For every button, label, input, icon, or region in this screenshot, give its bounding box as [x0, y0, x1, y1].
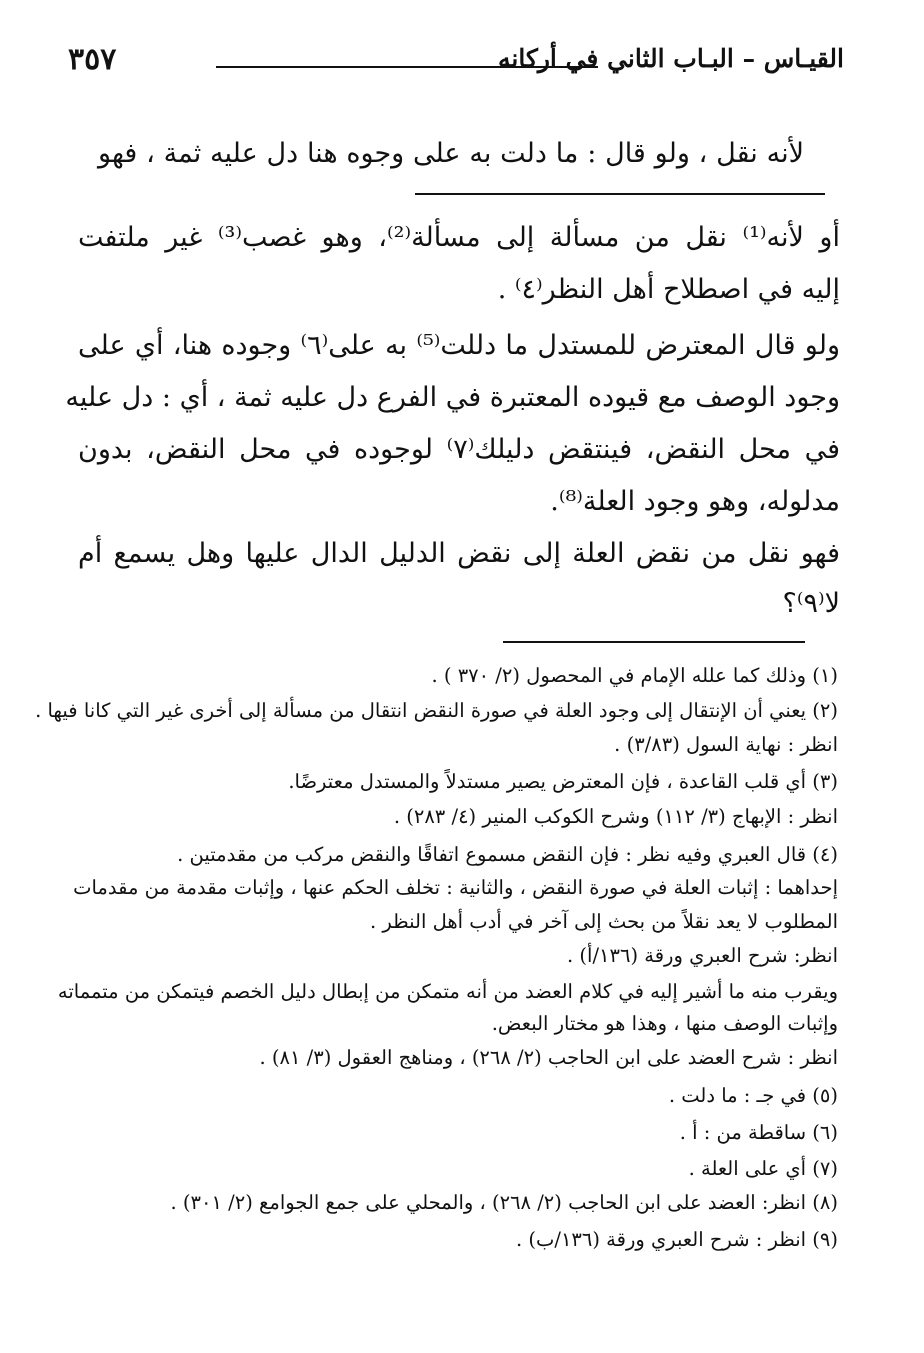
footnote-9: (٩) انظر : شرح العبري ورقة (١٣٦/ب) . — [516, 1228, 838, 1251]
footnote-5: (٥) في جـ : ما دلت . — [668, 1084, 838, 1107]
footnote-3: (٣) أي قلب القاعدة ، فإن المعترض يصير مستدلاً والمستدل معترضًا. — [288, 770, 838, 793]
footnote-separator — [503, 641, 805, 643]
footnote-6: (٦) ساقطة من : أ . — [679, 1121, 838, 1144]
footnote-8: (٨) انظر: العضد على ابن الحاجب (٢/ ٢٦٨) ، والمحلي على جمع الجوامع (٢/ ٣٠١) . — [170, 1191, 838, 1214]
footnote-7: (٧) أي على العلة . — [688, 1157, 838, 1180]
page-header — [68, 42, 844, 86]
footnote-2-ref: انظر : نهاية السول (٣/٨٣) . — [614, 733, 838, 756]
footnote-4: (٤) قال العبري وفيه نظر : فإن النقض مسموع اتفاقًا والنقض مركب من مقدمتين . — [177, 843, 838, 866]
footnote-2: (٢) يعني أن الإنتقال إلى وجود العلة في صورة النقض انتقال من مسألة إلى أخرى غير التي كانا فيها . — [35, 699, 838, 722]
running-title: القيـاس – البـاب الثاني في أركانه — [497, 44, 844, 73]
paragraph-line: أو لأنه⁽¹⁾ نقل من مسألة إلى مسألة⁽²⁾، وهو غصب⁽³⁾ غير ملتفت — [78, 222, 840, 253]
paragraph-line: إليه في اصطلاح أهل النظر⁽٤⁾ . — [497, 274, 840, 305]
separator-rule — [415, 193, 825, 195]
footnote-3-ref: انظر : الإبهاج (٣/ ١١٢) وشرح الكوكب المنير (٤/ ٢٨٣) . — [393, 805, 838, 828]
paragraph-line: فهو نقل من نقض العلة إلى نقض الدليل الدال عليها وهل يسمع أم — [78, 538, 840, 569]
footnote-4-line: إحداهما : إثبات العلة في صورة النقض ، والثانية : تخلف الحكم عنها ، وإثبات مقدمة من مقدمات — [73, 876, 838, 899]
carryover-line: لأنه نقل ، ولو قال : ما دلت به على وجوه هنا دل عليه ثمة ، فهو — [98, 138, 804, 169]
page-number: ٣٥٧ — [68, 42, 117, 77]
footnote-1: (١) وذلك كما علله الإمام في المحصول (٢/ ٣٧٠ ) . — [431, 664, 838, 687]
footnote-4-ref: انظر : شرح العضد على ابن الحاجب (٢/ ٢٦٨) ، ومناهج العقول (٣/ ٨١) . — [259, 1046, 838, 1069]
paragraph-line: لا⁽٩⁾؟ — [782, 588, 840, 619]
footnote-4-line: وإثبات الوصف منها ، وهذا هو مختار البعض. — [491, 1012, 838, 1035]
footnote-4-line: ويقرب منه ما أشير إليه في كلام العضد من أنه متمكن من إبطال دليل الخصم فيتمكن من متمماته — [57, 980, 838, 1003]
paragraph-line: وجود الوصف مع قيوده المعتبرة في الفرع دل عليه ثمة ، أي : دل عليه — [65, 382, 840, 413]
paragraph-line: مدلوله، وهو وجود العلة⁽⁸⁾. — [550, 486, 840, 517]
paragraph-line: ولو قال المعترض للمستدل ما دللت⁽⁵⁾ به على⁽٦⁾ وجوده هنا، أي على — [78, 330, 840, 361]
footnote-4-ref: انظر: شرح العبري ورقة (١٣٦/أ) . — [567, 944, 838, 967]
paragraph-line: في محل النقض، فينتقض دليلك⁽٧⁾ لوجوده في محل النقض، بدون — [78, 434, 840, 465]
footnote-4-line: المطلوب لا يعد نقلاً من بحث إلى آخر في أدب أهل النظر . — [369, 910, 838, 933]
